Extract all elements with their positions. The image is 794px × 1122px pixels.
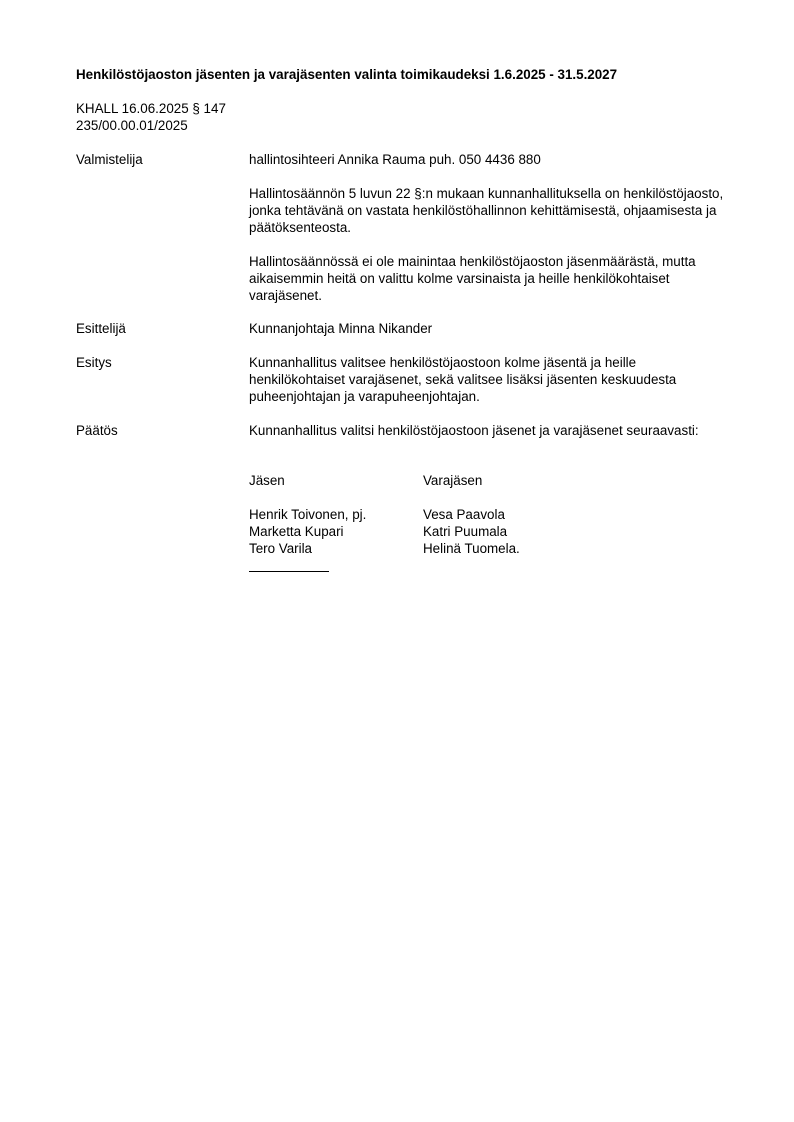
label-paatos: Päätös (76, 423, 118, 438)
deputy-name: Vesa Paavola (423, 507, 505, 522)
paragraph: Hallintosäännössä ei ole mainintaa henkilöstöjaoston jäsenmäärästä, mutta aikaisemmin heitä on valittu kolme varsinaista ja heille henkilökohtaiset varajäsenet. (249, 254, 696, 303)
member-name: Marketta Kupari (249, 524, 344, 539)
paragraph: Hallintosäännön 5 luvun 22 §:n mukaan kunnanhallituksella on henkilöstöjaosto, jonka tehtävänä on vastata henkilöstöhallinnon kehittämisestä, ohjaamisesta ja päätöksenteosta. (249, 186, 724, 235)
label-esittelija: Esittelijä (76, 321, 126, 336)
deputy-name: Katri Puumala (423, 524, 508, 539)
member-column-header: Jäsen (249, 473, 285, 488)
member-name: Henrik Toivonen, pj. (249, 507, 367, 522)
case-number: 235/00.00.01/2025 (76, 118, 188, 133)
member-name: Tero Varila (249, 541, 313, 556)
deputy-name: Helinä Tuomela. (423, 541, 520, 556)
preparer-paragraph-2 (249, 253, 729, 304)
meeting-meta (76, 100, 226, 134)
presenter-text: Kunnanjohtaja Minna Nikander (249, 321, 433, 336)
meeting-reference: KHALL 16.06.2025 § 147 (76, 101, 226, 116)
preparer-text: hallintosihteeri Annika Rauma puh. 050 4436 880 (249, 152, 541, 167)
label-esitys: Esitys (76, 355, 112, 370)
paragraph: Kunnanhallitus valitsi henkilöstöjaostoon jäsenet ja varajäsenet seuraavasti: (249, 423, 699, 438)
paragraph: Kunnanhallitus valitsee henkilöstöjaostoon kolme jäsentä ja heille henkilökohtaiset varajäsenet, sekä valitsee lisäksi jäsenten keskuudesta puheenjohtajan ja varapuheenjohtajan. (249, 355, 677, 404)
deputy-column-header: Varajäsen (423, 473, 483, 488)
proposal-text (249, 354, 729, 405)
closing-rule (249, 571, 329, 572)
preparer-paragraph-1 (249, 185, 729, 236)
decision-text (249, 422, 729, 439)
label-valmistelija: Valmistelija (76, 152, 143, 167)
document-title: Henkilöstöjaoston jäsenten ja varajäsenten valinta toimikaudeksi 1.6.2025 - 31.5.2027 (76, 67, 618, 82)
